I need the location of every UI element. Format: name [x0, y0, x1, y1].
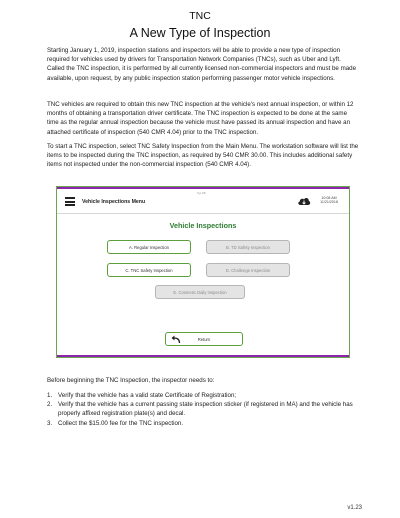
step-number: 1.: [47, 392, 53, 399]
inspection-menu-screenshot: [56, 186, 350, 358]
instruction-paragraph: To start a TNC inspection, select TNC Safety Inspection from the Main Menu. The workstation software will list the items to be inspected during the TNC inspection, as required by 540 CMR 30.00. This includes additional safety items not inspected under the non-commercial inspection (540 CMR 4.04).: [47, 143, 359, 169]
before-beginning-paragraph: Before beginning the TNC Inspection, the inspector needs to:: [47, 377, 215, 384]
requirement-paragraph: TNC vehicles are required to obtain this new TNC inspection at the vehicle's next annual inspection, or within 12 months of obtaining a transportation driver certificate. The TNC inspection is expected to be done at the same time as the regular annual inspection because the vehicle must have passed its annual inspection and have an attached certificate of inspection (540 CMR 4.04) prior to the TNC inspection.: [47, 101, 354, 136]
return-arrow-icon: [171, 335, 181, 344]
challenge-inspection-button[interactable]: D. Challenge Inspection: [206, 263, 290, 277]
hamburger-menu-icon[interactable]: [65, 197, 75, 206]
step-text: Collect the $15.00 fee for the TNC inspection.: [58, 419, 184, 427]
td-safety-inspection-button[interactable]: B. TD Safety Inspection: [206, 240, 290, 254]
steps-list: [47, 391, 359, 428]
step-number: 2.: [47, 401, 53, 409]
date-text: 11/21/2018: [320, 200, 338, 205]
cloud-icon: [297, 196, 311, 206]
return-button[interactable]: [165, 332, 243, 346]
datetime-display: [313, 196, 345, 205]
list-item: [47, 419, 359, 428]
page-subtitle: A New Type of Inspection: [129, 26, 271, 40]
bottom-accent-bar: [57, 355, 349, 357]
cosmetic-inspection-button[interactable]: E. Cosmetic Daily Inspection: [155, 285, 245, 299]
tnc-safety-inspection-button[interactable]: C. TNC Safety Inspection: [107, 263, 191, 277]
return-label: Return: [197, 336, 211, 342]
header-divider: [57, 213, 349, 214]
time-text: 10:08 AM: [321, 196, 337, 200]
system-label: Sys DB: [197, 192, 206, 195]
list-item: [47, 400, 359, 418]
top-accent-bar: [57, 187, 349, 189]
page-title: TNC: [189, 10, 211, 22]
step-text: Verify that the vehicle has a valid state Certificate of Registration;: [58, 392, 237, 399]
intro-paragraph: Starting January 1, 2019, inspection stations and inspectors will be able to provide a new type of inspection required for vehicles used by drivers for Transportation Network Companies (TNCs), such as Uber and Lyft. Called the TNC inspection, it is performed by all currently licensed non-commercial inspectors and must be made available, upon request, by any public inspection station performing passenger motor vehicle inspections.: [47, 47, 357, 82]
step-number: 3.: [47, 419, 53, 427]
regular-inspection-button[interactable]: A. Regular Inspection: [107, 240, 191, 254]
version-label: v1.23: [347, 505, 362, 511]
step-text: Verify that the vehicle has a current passing state inspection sticker (if registered in MA) and the vehicle has properly affixed registration plate(s) and decal.: [58, 401, 353, 418]
list-item: [47, 391, 359, 400]
section-title: Vehicle Inspections: [169, 221, 237, 230]
menu-title: Vehicle Inspections Menu: [82, 199, 146, 205]
